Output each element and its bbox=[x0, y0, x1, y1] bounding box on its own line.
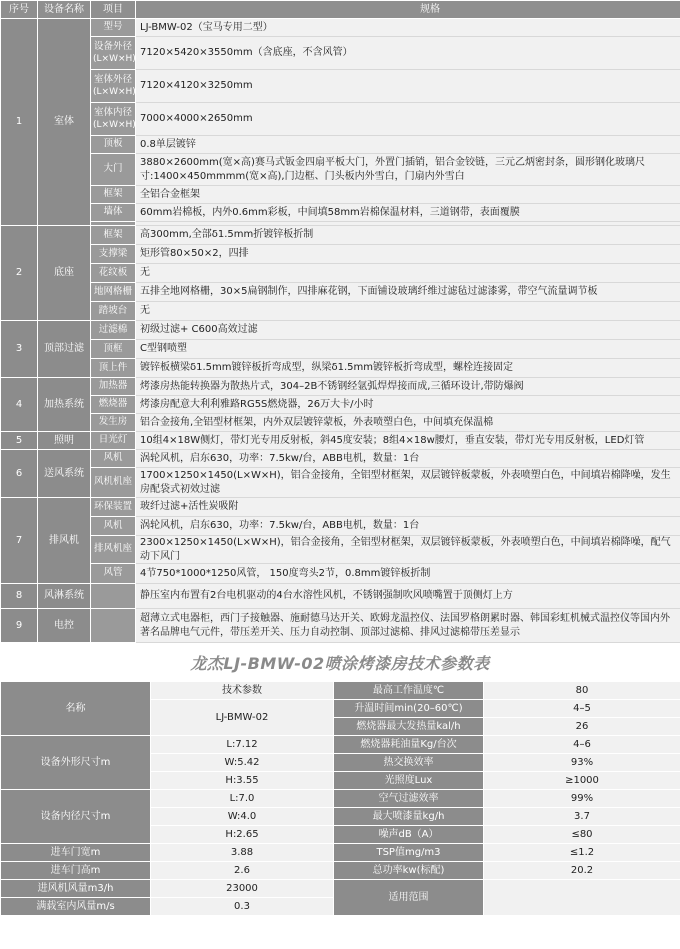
param-value: W:4.0 bbox=[151, 808, 334, 826]
row-device: 电控 bbox=[38, 609, 91, 643]
param-value: 26 bbox=[484, 718, 680, 736]
param-value: 80 bbox=[484, 682, 680, 700]
row-spec: 7120×4120×3250mm bbox=[136, 70, 680, 103]
row-spec: 涡轮风机，启东630，功率：7.5kw/台，ABB电机，数量：1台 bbox=[136, 517, 680, 536]
table-row bbox=[1, 880, 680, 898]
row-spec: 烤漆房配意大利利雅路RG5S燃烧器，26万大卡/小时 bbox=[136, 396, 680, 414]
table-row bbox=[1, 70, 680, 103]
param-value: 3.88 bbox=[151, 844, 334, 862]
row-spec: 7000×4000×2650mm bbox=[136, 103, 680, 136]
row-no: 3 bbox=[1, 321, 38, 378]
tech-params-label: 技术参数 bbox=[151, 682, 334, 700]
row-item: 框架 bbox=[91, 186, 136, 204]
table-row bbox=[1, 245, 680, 264]
row-no: 6 bbox=[1, 450, 38, 498]
row-item bbox=[91, 37, 136, 70]
item-sub: (L×W×H) bbox=[93, 54, 136, 65]
model-value: LJ-BMW-02 bbox=[151, 700, 334, 736]
table-row bbox=[1, 103, 680, 136]
row-item: 踏坡台 bbox=[91, 302, 136, 321]
header-spec: 规格 bbox=[136, 1, 680, 19]
scope-label: 适用范围 bbox=[334, 880, 484, 916]
param-value: H:3.55 bbox=[151, 772, 334, 790]
table-row bbox=[1, 498, 680, 517]
row-device: 底座 bbox=[38, 226, 91, 321]
row-item: 风机 bbox=[91, 517, 136, 536]
param-label: 光照度Lux bbox=[334, 772, 484, 790]
table-row bbox=[1, 359, 680, 378]
param-label: 热交换效率 bbox=[334, 754, 484, 772]
table-row bbox=[1, 682, 680, 700]
row-item: 地网格栅 bbox=[91, 283, 136, 302]
row-spec: 镀锌板横梁δ1.5mm镀锌板折弯成型，纵梁δ1.5mm镀锌板折弯成型，螺栓连接固定 bbox=[136, 359, 680, 378]
row-spec: 五排全地网格栅，30×5扁钢制作，四排麻花钢，下面铺设玻璃纤维过滤毡过滤漆雾，带空气流量调节板 bbox=[136, 283, 680, 302]
row-spec: 无 bbox=[136, 302, 680, 321]
row-item: 花纹板 bbox=[91, 264, 136, 283]
row-item: 风机机座 bbox=[91, 468, 136, 498]
table-row bbox=[1, 186, 680, 204]
row-item: 环保装置 bbox=[91, 498, 136, 517]
table-row bbox=[1, 302, 680, 321]
table-row bbox=[1, 204, 680, 222]
table-row bbox=[1, 378, 680, 396]
param-value: 20.2 bbox=[484, 862, 680, 880]
param-value: 4–5 bbox=[484, 700, 680, 718]
param-label: 进风机风量m3/h bbox=[1, 880, 151, 898]
row-item bbox=[91, 609, 136, 643]
row-item bbox=[91, 103, 136, 136]
row-spec: LJ-BMW-02（宝马专用二型） bbox=[136, 19, 680, 37]
row-device: 送风系统 bbox=[38, 450, 91, 498]
row-item: 日光灯 bbox=[91, 432, 136, 450]
table-row bbox=[1, 19, 680, 37]
table-row bbox=[1, 736, 680, 754]
row-item bbox=[91, 70, 136, 103]
param-value: 23000 bbox=[151, 880, 334, 898]
row-item: 墙体 bbox=[91, 204, 136, 222]
row-spec: 铝合金接角,全铝型材框架，内外双层镀锌蒙板，外表喷塑白色，中间填充保温棉 bbox=[136, 414, 680, 432]
row-spec: 无 bbox=[136, 264, 680, 283]
row-item: 风管 bbox=[91, 564, 136, 584]
param-value: 2.6 bbox=[151, 862, 334, 880]
row-spec: 60mm岩棉板，内外0.6mm彩板，中间填58mm岩棉保温材料，三道钢带，表面覆膜 bbox=[136, 204, 680, 222]
row-spec: 0.8单层镀锌 bbox=[136, 136, 680, 154]
int-dims-label: 设备内径尺寸m bbox=[1, 790, 151, 844]
param-label: 最大喷漆量kg/h bbox=[334, 808, 484, 826]
row-spec: 超薄立式电器柜，西门子接触器、施耐德马达开关、欧姆龙温控仪、法国罗格朗累时器、韩国彩虹机械式温控仪等国内外著名品牌电气元件，带压差开关、压力自动控制、顶部过滤棉、排风过滤棉带压差显示 bbox=[136, 609, 680, 643]
table-row bbox=[1, 264, 680, 283]
row-item: 大门 bbox=[91, 154, 136, 186]
item-label: 室体内径 bbox=[93, 106, 132, 118]
row-no: 9 bbox=[1, 609, 38, 643]
row-device: 顶部过滤 bbox=[38, 321, 91, 378]
row-spec: 4节750*1000*1250风管， 150度弯头2节，0.8mm镀锌板折制 bbox=[136, 564, 680, 584]
row-spec: 矩形管80×50×2，四排 bbox=[136, 245, 680, 264]
param-label: 噪声dB（A） bbox=[334, 826, 484, 844]
param-label: 进车门宽m bbox=[1, 844, 151, 862]
row-spec: C型钢喷塑 bbox=[136, 340, 680, 359]
param-value: ≤80 bbox=[484, 826, 680, 844]
name-label: 名称 bbox=[1, 682, 151, 736]
tech-params-table bbox=[0, 681, 680, 916]
row-no: 2 bbox=[1, 226, 38, 321]
scope-value bbox=[484, 880, 680, 916]
param-value: 4–6 bbox=[484, 736, 680, 754]
ext-dims-label: 设备外形尺寸m bbox=[1, 736, 151, 790]
param-label: 升温时间min(20–60℃) bbox=[334, 700, 484, 718]
row-spec: 1700×1250×1450(L×W×H)，铝合金接角，全铝型材框架，双层镀锌板蒙板，外表喷塑白色，中间填岩棉降噪，发生房配袋式初效过滤 bbox=[136, 468, 680, 498]
param-label: 最高工作温度℃ bbox=[334, 682, 484, 700]
table-row bbox=[1, 396, 680, 414]
param-label: 空气过滤效率 bbox=[334, 790, 484, 808]
table-row bbox=[1, 844, 680, 862]
table-row bbox=[1, 340, 680, 359]
item-sub: (L×W×H) bbox=[93, 87, 136, 98]
row-item: 顶框 bbox=[91, 340, 136, 359]
tech-params-title: 龙杰LJ-BMW-02喷涂烤漆房技术参数表 bbox=[190, 654, 490, 673]
param-value: L:7.12 bbox=[151, 736, 334, 754]
param-value: H:2.65 bbox=[151, 826, 334, 844]
row-item: 发生房 bbox=[91, 414, 136, 432]
param-value: 3.7 bbox=[484, 808, 680, 826]
row-spec: 静压室内布置有2台电机驱动的4台水溶性风机，不锈钢强制吹风喷嘴置于顶侧灯上方 bbox=[136, 584, 680, 609]
row-device: 排风机 bbox=[38, 498, 91, 584]
table-row bbox=[1, 136, 680, 154]
table-row bbox=[1, 790, 680, 808]
table-row bbox=[1, 154, 680, 186]
header-device: 设备名称 bbox=[38, 1, 91, 19]
table-row bbox=[1, 321, 680, 340]
param-label: 满载室内风量m/s bbox=[1, 898, 151, 916]
row-item: 风机 bbox=[91, 450, 136, 468]
row-device: 照明 bbox=[38, 432, 91, 450]
param-label: 燃烧器最大发热量kal/h bbox=[334, 718, 484, 736]
row-item: 燃烧器 bbox=[91, 396, 136, 414]
item-label: 室体外径 bbox=[93, 73, 132, 85]
table-row bbox=[1, 283, 680, 302]
row-spec: 初级过滤+ C600高效过滤 bbox=[136, 321, 680, 340]
row-no: 4 bbox=[1, 378, 38, 432]
param-value: W:5.42 bbox=[151, 754, 334, 772]
row-spec: 全铝合金框架 bbox=[136, 186, 680, 204]
param-value: ≥1000 bbox=[484, 772, 680, 790]
row-item: 顶板 bbox=[91, 136, 136, 154]
row-spec: 10组4×18W侧灯，带灯光专用反射板，斜45度安装；8组4×18w腰灯，垂直安装，带灯光专用反射板，LED灯管 bbox=[136, 432, 680, 450]
param-label: TSP值mg/m3 bbox=[334, 844, 484, 862]
table-row bbox=[1, 468, 680, 498]
row-no: 8 bbox=[1, 584, 38, 609]
row-spec: 烤漆房热能转换器为散热片式，304–2B不锈钢经氩弧焊焊接而成,三循环设计,带防爆阀 bbox=[136, 378, 680, 396]
param-label: 燃烧器耗油量Kg/台次 bbox=[334, 736, 484, 754]
row-item bbox=[91, 584, 136, 609]
table-row bbox=[1, 414, 680, 432]
table-row bbox=[1, 432, 680, 450]
row-no: 7 bbox=[1, 498, 38, 584]
param-value: 99% bbox=[484, 790, 680, 808]
row-item: 排风机座 bbox=[91, 536, 136, 564]
row-device: 加热系统 bbox=[38, 378, 91, 432]
table-row bbox=[1, 226, 680, 245]
row-item: 顶上件 bbox=[91, 359, 136, 378]
table-row bbox=[1, 862, 680, 880]
table-row bbox=[1, 517, 680, 536]
item-label: 设备外径 bbox=[93, 40, 132, 52]
table-row bbox=[1, 450, 680, 468]
item-sub: (L×W×H) bbox=[93, 120, 136, 131]
row-item: 过滤棉 bbox=[91, 321, 136, 340]
row-device: 室体 bbox=[38, 19, 91, 226]
param-label: 总功率kw(标配) bbox=[334, 862, 484, 880]
param-label: 进车门高m bbox=[1, 862, 151, 880]
table-row bbox=[1, 536, 680, 564]
row-item: 加热器 bbox=[91, 378, 136, 396]
row-spec: 3880×2600mm(宽×高)赛马式钣金四扇平板大门，外置门插销，铝合金铰链，三元乙炳密封条，圆形钢化玻璃尺寸:1400×450mmmm(宽×高),门边框、门头板内外雪白，门扇内外雪白 bbox=[136, 154, 680, 186]
table-row bbox=[1, 564, 680, 584]
row-spec: 2300×1250×1450(L×W×H)，铝合金接角，全铝型材框架，双层镀锌板蒙板，外表喷塑白色，中间填岩棉降噪，配气动下风门 bbox=[136, 536, 680, 564]
row-device: 风淋系统 bbox=[38, 584, 91, 609]
param-value: 0.3 bbox=[151, 898, 334, 916]
table-row bbox=[1, 609, 680, 643]
header-item: 项目 bbox=[91, 1, 136, 19]
row-spec: 涡轮风机，启东630，功率：7.5kw/台，ABB电机，数量：1台 bbox=[136, 450, 680, 468]
row-item: 型号 bbox=[91, 19, 136, 37]
row-no: 5 bbox=[1, 432, 38, 450]
table-row bbox=[1, 37, 680, 70]
row-spec: 玻纤过滤+活性炭吸附 bbox=[136, 498, 680, 517]
param-value: L:7.0 bbox=[151, 790, 334, 808]
header-no: 序号 bbox=[1, 1, 38, 19]
param-value: 93% bbox=[484, 754, 680, 772]
row-item: 支撑梁 bbox=[91, 245, 136, 264]
row-spec: 高300mm,全部δ1.5mm折镀锌板折制 bbox=[136, 226, 680, 245]
table-row bbox=[1, 584, 680, 609]
param-value: ≤1.2 bbox=[484, 844, 680, 862]
row-item: 框架 bbox=[91, 226, 136, 245]
row-no: 1 bbox=[1, 19, 38, 226]
table-header bbox=[1, 1, 680, 19]
row-spec: 7120×5420×3550mm（含底座，不含风管） bbox=[136, 37, 680, 70]
